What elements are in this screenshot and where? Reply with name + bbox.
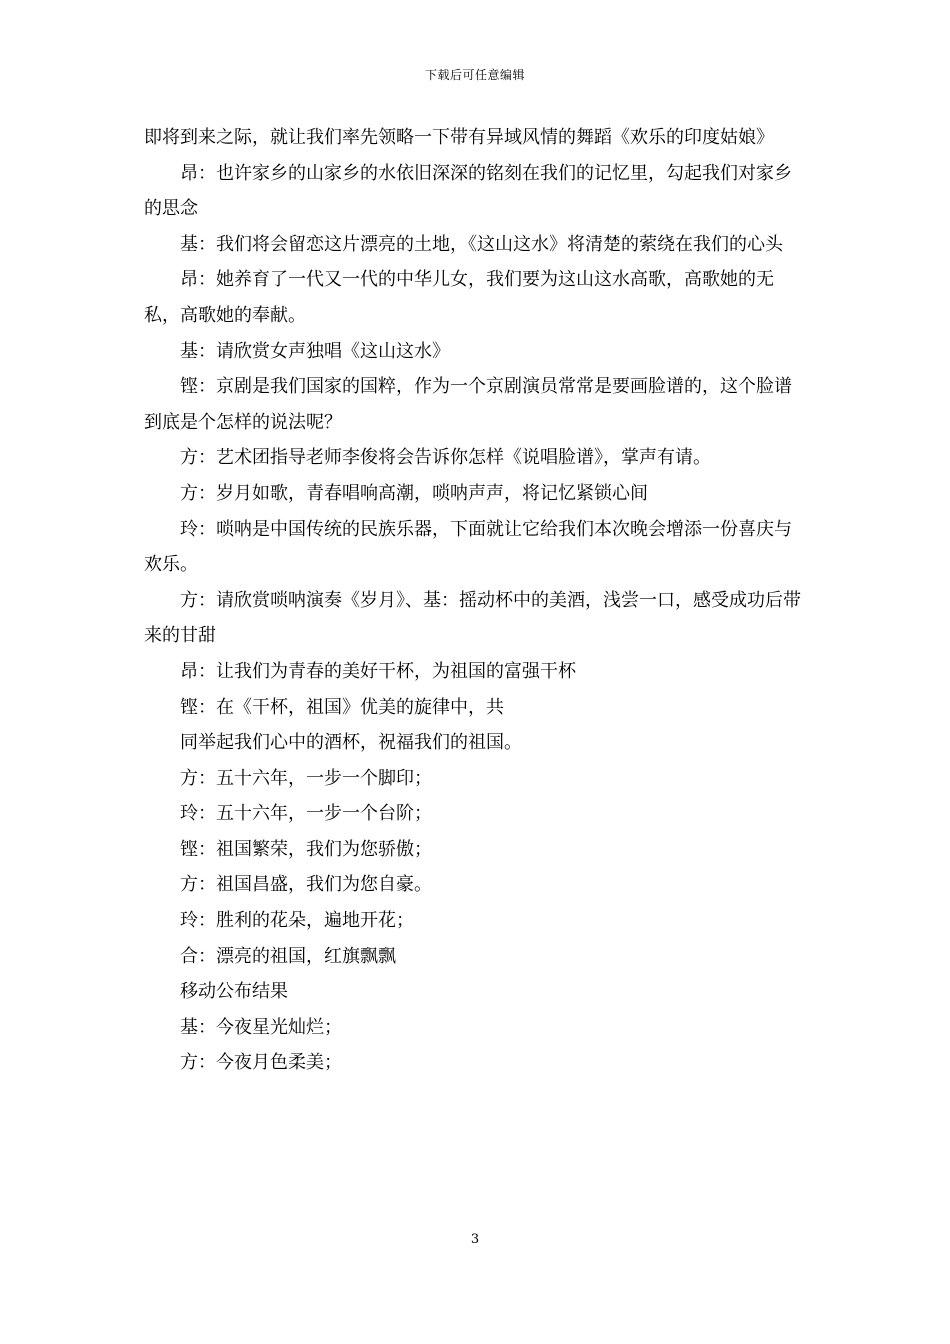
paragraph: 方：五十六年，一步一个脚印； [180, 767, 432, 789]
paragraph: 铿：京剧是我们国家的国粹，作为一个京剧演员常常是要画脸谱的，这个脸谱到底是个怎样的说法呢？ [144, 376, 792, 433]
paragraph: 铿：祖国繁荣，我们为您骄傲； [180, 838, 432, 860]
paragraph: 方：今夜月色柔美； [180, 1052, 342, 1074]
paragraph: 同举起我们心中的酒杯，祝福我们的祖国。 [180, 732, 522, 754]
paragraph: 昂：让我们为青春的美好干杯，为祖国的富强干杯 [180, 660, 576, 682]
document-body [144, 120, 808, 1081]
paragraph: 昂：她养育了一代又一代的中华儿女，我们要为这山这水高歌，高歌她的无私，高歌她的奉献。 [144, 269, 774, 326]
paragraph: 玲：胜利的花朵，遍地开花； [180, 910, 414, 932]
paragraph: 基：我们将会留恋这片漂亮的土地，《这山这水》将清楚的萦绕在我们的心头 [180, 233, 783, 255]
paragraph: 方：艺术团指导老师李俊将会告诉你怎样《说唱脸谱》，掌声有请。 [180, 447, 711, 469]
paragraph: 玲：五十六年，一步一个台阶； [180, 803, 432, 825]
page-header: 下载后可任意编辑 [424, 68, 525, 82]
paragraph: 方：请欣赏唢呐演奏《岁月》、基：摇动杯中的美酒，浅尝一口，感受成功后带来的甘甜 [144, 589, 801, 647]
page-number: 3 [470, 1232, 480, 1247]
paragraph: 移动公布结果 [180, 981, 288, 1003]
paragraph: 基：今夜星光灿烂； [180, 1016, 342, 1038]
paragraph: 方：祖国昌盛，我们为您自豪。 [180, 874, 432, 896]
paragraph: 昂：也许家乡的山家乡的水依旧深深的铭刻在我们的记忆里，勾起我们对家乡的思念 [144, 162, 792, 220]
paragraph: 合：漂亮的祖国，红旗飘飘 [180, 945, 396, 967]
paragraph: 基：请欣赏女声独唱《这山这水》 [180, 340, 450, 362]
paragraph: 铿：在《干杯，祖国》优美的旋律中，共 [180, 696, 504, 718]
paragraph: 方：岁月如歌，青春唱响高潮，唢呐声声，将记忆紧锁心间 [180, 482, 648, 504]
paragraph: 玲：唢呐是中国传统的民族乐器，下面就让它给我们本次晚会增添一份喜庆与欢乐。 [144, 518, 792, 576]
paragraph: 即将到来之际，就让我们率先领略一下带有异域风情的舞蹈《欢乐的印度姑娘》 [144, 127, 774, 148]
